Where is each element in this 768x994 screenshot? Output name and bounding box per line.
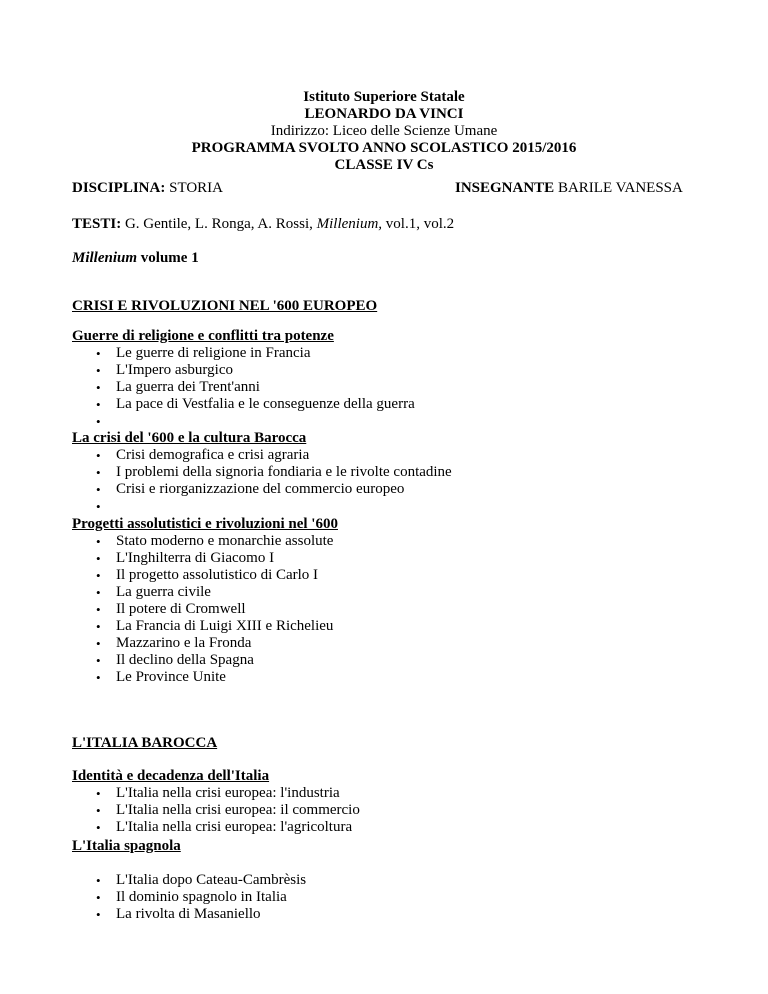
topic-list bbox=[94, 447, 452, 515]
list-item: • Le guerre di religione in Francia bbox=[96, 345, 311, 361]
list-item: • I problemi della signoria fondiaria e le rivolte contadine bbox=[96, 464, 452, 480]
texts-book-title: Millenium, bbox=[316, 216, 383, 232]
list-item: • Il declino della Spagna bbox=[96, 652, 254, 668]
list-item: • La guerra civile bbox=[96, 584, 211, 600]
list-item bbox=[94, 413, 415, 430]
bullet-icon: • bbox=[96, 465, 101, 480]
topic-list bbox=[94, 872, 306, 923]
texts-line bbox=[72, 216, 454, 233]
topic-list bbox=[94, 785, 360, 836]
bullet-icon: • bbox=[96, 363, 101, 378]
list-item: • La guerra dei Trent'anni bbox=[96, 379, 260, 395]
bullet-icon: • bbox=[96, 602, 101, 617]
list-item: • Crisi demografica e crisi agraria bbox=[96, 447, 310, 463]
bullet-icon: • bbox=[96, 585, 101, 600]
discipline-line bbox=[72, 180, 223, 197]
bullet-icon: • bbox=[96, 568, 101, 583]
bullet-icon: • bbox=[96, 414, 101, 429]
subsection-title: L'Italia spagnola bbox=[72, 838, 181, 854]
bullet-icon: • bbox=[96, 397, 101, 412]
list-item: • Il potere di Cromwell bbox=[96, 601, 246, 617]
list-item: • Le Province Unite bbox=[96, 669, 226, 685]
texts-label: TESTI: bbox=[72, 216, 122, 232]
list-item: • L'Impero asburgico bbox=[96, 362, 233, 378]
section-title: L'ITALIA BAROCCA bbox=[72, 735, 218, 751]
list-item: • Mazzarino e la Fronda bbox=[96, 635, 252, 651]
bullet-icon: • bbox=[96, 346, 101, 361]
bullet-icon: • bbox=[96, 534, 101, 549]
topic-list bbox=[94, 345, 415, 430]
bullet-icon: • bbox=[96, 820, 101, 835]
texts-authors: G. Gentile, L. Ronga, A. Rossi, bbox=[121, 216, 317, 232]
bullet-icon: • bbox=[96, 636, 101, 651]
bullet-icon: • bbox=[96, 482, 101, 497]
bullet-icon: • bbox=[96, 873, 101, 888]
class-name: CLASSE IV Cs bbox=[334, 157, 434, 173]
list-item: • Il dominio spagnolo in Italia bbox=[96, 889, 287, 905]
subsection-title: Progetti assolutistici e rivoluzioni nel '600 bbox=[72, 516, 338, 532]
list-item: • Il progetto assolutistico di Carlo I bbox=[96, 567, 319, 583]
volume-heading bbox=[72, 250, 199, 267]
list-item: • L'Italia dopo Cateau-Cambrèsis bbox=[96, 872, 307, 888]
list-item: • L'Italia nella crisi europea: il commercio bbox=[96, 802, 360, 818]
texts-volumes: vol.1, vol.2 bbox=[382, 216, 455, 232]
bullet-icon: • bbox=[96, 786, 101, 801]
bullet-icon: • bbox=[96, 619, 101, 634]
bullet-icon: • bbox=[96, 670, 101, 685]
bullet-icon: • bbox=[96, 380, 101, 395]
section-title: CRISI E RIVOLUZIONI NEL '600 EUROPEO bbox=[72, 298, 378, 314]
bullet-icon: • bbox=[96, 448, 101, 463]
topic-list bbox=[94, 533, 333, 686]
list-item: • La pace di Vestfalia e le conseguenze della guerra bbox=[96, 396, 415, 412]
school-name: LEONARDO DA VINCI bbox=[304, 106, 464, 122]
discipline-label: DISCIPLINA: bbox=[72, 180, 166, 196]
volume-number: volume 1 bbox=[137, 250, 199, 266]
bullet-icon: • bbox=[96, 890, 101, 905]
volume-title: Millenium bbox=[72, 250, 138, 266]
teacher-value: BARILE VANESSA bbox=[554, 180, 683, 196]
list-item: • La rivolta di Masaniello bbox=[96, 906, 261, 922]
subsection-title: La crisi del '600 e la cultura Barocca bbox=[72, 430, 307, 446]
school-address: Indirizzo: Liceo delle Scienze Umane bbox=[270, 123, 498, 139]
document-header bbox=[0, 89, 768, 174]
list-item: • La Francia di Luigi XIII e Richelieu bbox=[96, 618, 334, 634]
teacher-label: INSEGNANTE bbox=[455, 180, 555, 196]
list-item bbox=[94, 498, 452, 515]
bullet-icon: • bbox=[96, 551, 101, 566]
list-item: • L'Italia nella crisi europea: l'agricoltura bbox=[96, 819, 353, 835]
list-item: • Stato moderno e monarchie assolute bbox=[96, 533, 334, 549]
list-item: • L'Italia nella crisi europea: l'industria bbox=[96, 785, 340, 801]
list-item: • L'Inghilterra di Giacomo I bbox=[96, 550, 275, 566]
bullet-icon: • bbox=[96, 499, 101, 514]
discipline-value: STORIA bbox=[165, 180, 224, 196]
teacher-line bbox=[455, 180, 683, 197]
subsection-title: Guerre di religione e conflitti tra potenze bbox=[72, 328, 334, 344]
program-title: PROGRAMMA SVOLTO ANNO SCOLASTICO 2015/2016 bbox=[191, 140, 577, 156]
list-item: • Crisi e riorganizzazione del commercio europeo bbox=[96, 481, 405, 497]
bullet-icon: • bbox=[96, 653, 101, 668]
bullet-icon: • bbox=[96, 803, 101, 818]
school-type: Istituto Superiore Statale bbox=[303, 89, 465, 105]
subsection-title: Identità e decadenza dell'Italia bbox=[72, 768, 270, 784]
bullet-icon: • bbox=[96, 907, 101, 922]
